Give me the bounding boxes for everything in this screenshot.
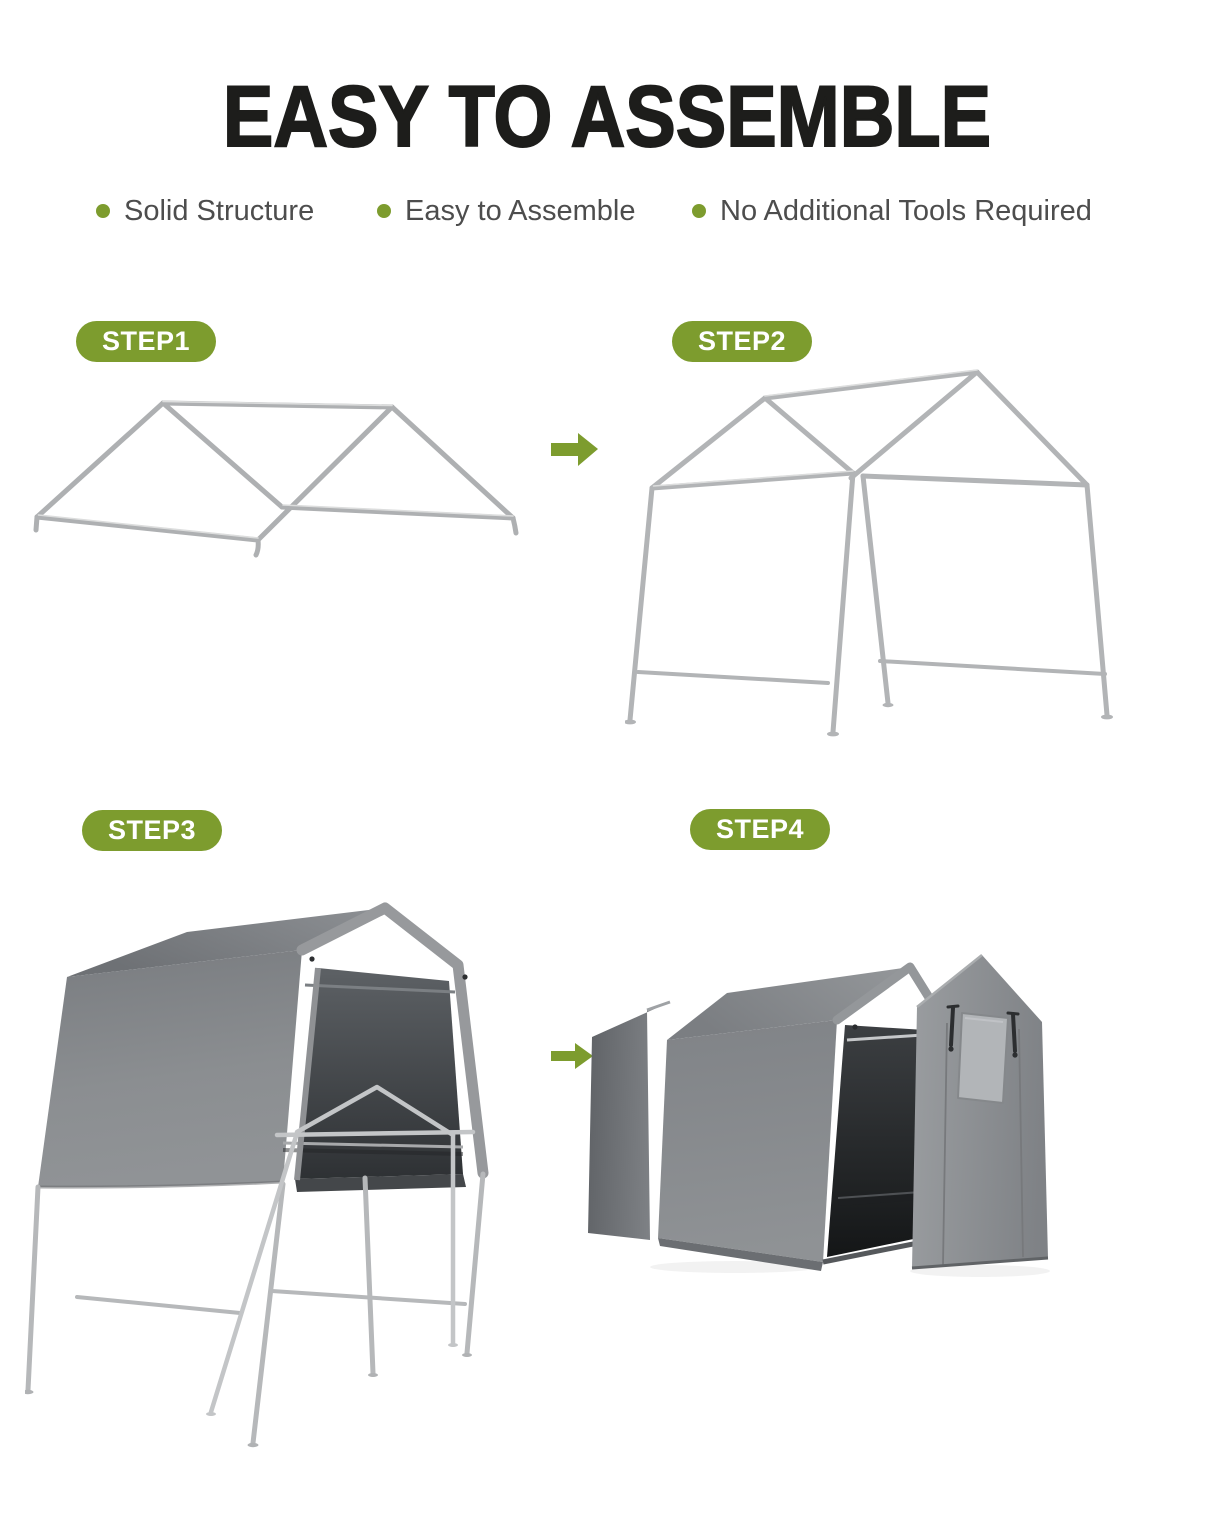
front-center-leg	[833, 473, 853, 732]
left-gable-back-edge	[163, 403, 282, 507]
page-title: EASY TO ASSEMBLE	[222, 69, 992, 165]
front-gable-left-edge	[652, 398, 765, 488]
leg-foot	[248, 1443, 259, 1447]
left-gable-front-edge	[37, 403, 163, 517]
back-left-leg	[28, 1187, 38, 1390]
leg-foot	[883, 703, 894, 707]
grommet	[852, 1024, 857, 1029]
corner-stub	[36, 517, 37, 530]
leg-foot	[25, 1390, 34, 1394]
back-gable-left-edge	[851, 372, 977, 478]
leg-foot	[827, 732, 839, 737]
right-leg	[1087, 485, 1107, 715]
left-cross-brace	[77, 1297, 240, 1313]
green-dot-icon	[96, 204, 110, 218]
green-dot-icon	[377, 204, 391, 218]
leg-foot	[625, 720, 636, 725]
leg-foot	[206, 1412, 216, 1416]
front-eave-rail	[37, 517, 258, 555]
leg-foot	[1101, 715, 1113, 720]
step1-badge: STEP1	[76, 321, 216, 362]
back-gable-right-edge	[977, 372, 1087, 485]
back-panel-edge-highlight	[647, 1002, 670, 1010]
step2-frame-with-legs-illustration	[625, 368, 1195, 748]
front-door-panel	[912, 955, 1048, 1268]
arrow-right-icon	[551, 431, 598, 468]
feature-label: Solid Structure	[124, 194, 315, 227]
right-cross-brace	[880, 661, 1105, 674]
door-window	[958, 1013, 1008, 1103]
side-panel	[658, 1020, 837, 1262]
leg-foot	[462, 1353, 472, 1357]
step1-roof-frame-illustration	[28, 398, 538, 563]
step2-badge: STEP2	[672, 321, 812, 362]
back-end-panel	[588, 1002, 670, 1240]
feature-no-tools-required	[692, 195, 1092, 227]
side-panel	[38, 950, 302, 1187]
back-center-leg	[863, 476, 888, 703]
step4-complete-shed-illustration	[555, 945, 1210, 1340]
right-gable-front-edge	[258, 407, 392, 540]
front-left-leg	[630, 488, 652, 720]
green-dot-icon	[692, 204, 706, 218]
left-cross-brace	[638, 672, 828, 683]
front-gable-right-edge	[765, 398, 853, 473]
ridge-pole	[765, 372, 977, 398]
back-right-leg	[365, 1178, 373, 1373]
step3-cover-on-frame-illustration	[25, 885, 525, 1465]
feature-solid-structure	[96, 195, 314, 227]
grommet	[309, 956, 314, 961]
back-eave-rail	[863, 476, 1087, 485]
step3-badge: STEP3	[82, 810, 222, 851]
step4-badge: STEP4	[690, 809, 830, 850]
front-eave-rail	[652, 473, 853, 488]
front-rack-bar	[277, 1132, 473, 1135]
front-right-leg	[467, 1174, 483, 1353]
leg-foot	[448, 1343, 458, 1347]
leg-foot	[368, 1373, 378, 1377]
interior-opening	[827, 1025, 925, 1257]
feature-label: No Additional Tools Required	[720, 194, 1092, 227]
feature-label: Easy to Assemble	[405, 194, 636, 227]
feature-easy-to-assemble	[377, 195, 636, 227]
right-gable-back-edge	[392, 407, 513, 518]
grommet	[462, 974, 467, 979]
